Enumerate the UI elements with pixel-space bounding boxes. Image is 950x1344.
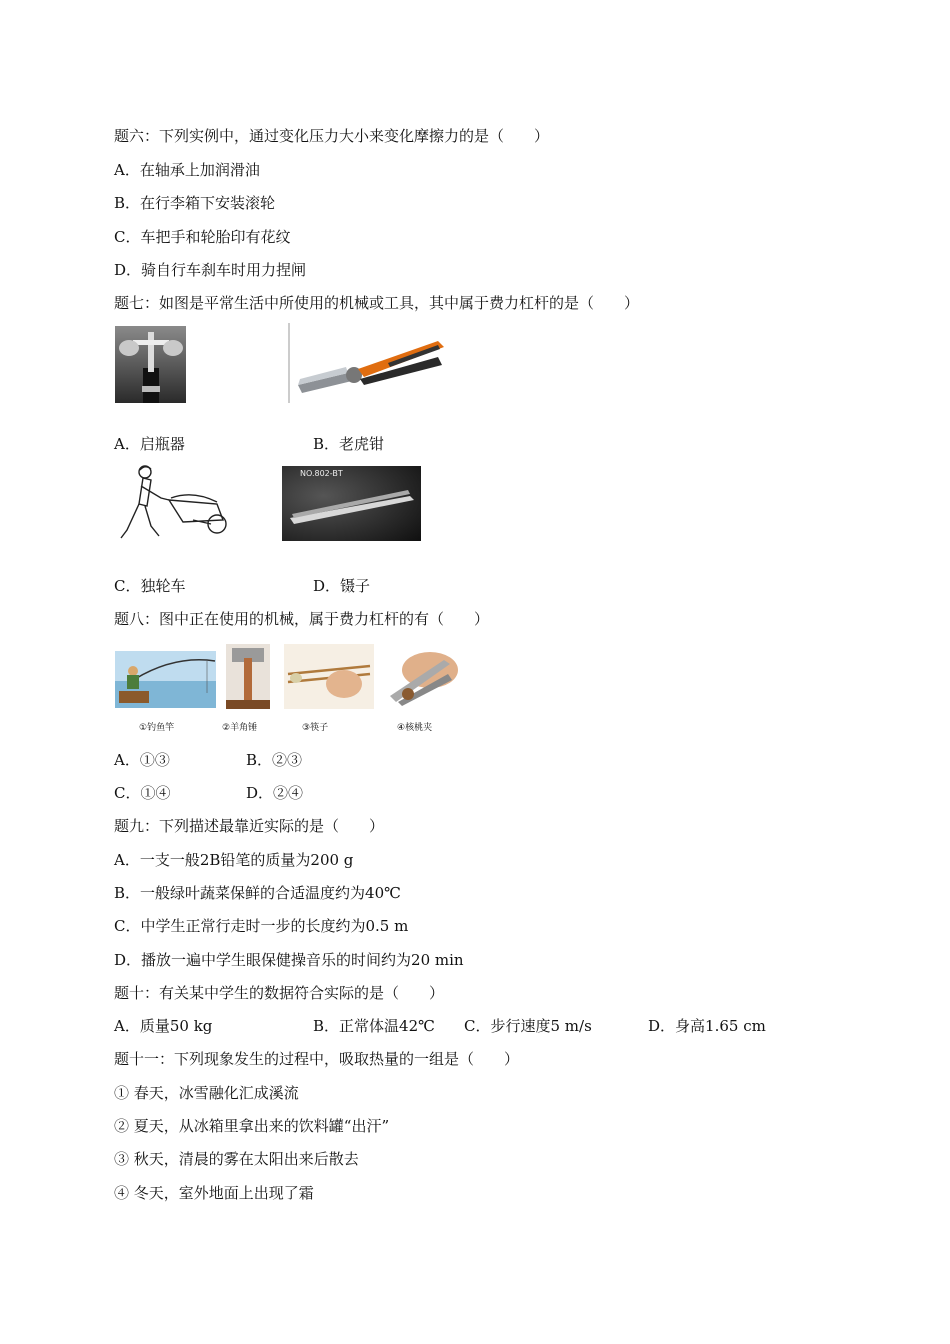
q10-stem: 题十：有关某中学生的数据符合实际的是（ ） <box>114 984 445 1002</box>
q9-option-a: A．一支一般2B铅笔的质量为200 g <box>114 851 354 869</box>
q7-option-a: A．启瓶器 <box>114 435 185 453</box>
tweezers-label: NO.802-BT <box>300 469 343 478</box>
q11-stem: 题十一：下列现象发生的过程中，吸取热量的一组是（ ） <box>114 1050 520 1068</box>
q9-option-d: D．播放一遍中学生眼保健操音乐的时间约为20 min <box>114 951 464 969</box>
wheelbarrow-image <box>113 464 237 544</box>
q10-option-b: B．正常体温42℃ <box>313 1017 435 1035</box>
q6-option-c: C．车把手和轮胎印有花纹 <box>114 228 291 246</box>
q8-option-a: A．①③ <box>114 751 170 769</box>
pliers-image <box>288 323 450 403</box>
q10-option-a: A．质量50 kg <box>114 1017 213 1035</box>
nutcracker-image <box>384 640 464 708</box>
q8-stem: 题八：图中正在使用的机械，属于费力杠杆的有（ ） <box>114 610 490 628</box>
caption-chopsticks: ③筷子 <box>302 723 329 733</box>
q6-option-b: B．在行李箱下安装滚轮 <box>114 194 276 212</box>
tweezers-image <box>282 466 421 541</box>
q6-option-a: A．在轴承上加润滑油 <box>114 161 260 179</box>
q9-option-c: C．中学生正常行走时一步的长度约为0.5 m <box>114 917 409 935</box>
fishing-rod-image <box>115 651 216 708</box>
q7-option-c: C．独轮车 <box>114 577 186 595</box>
q6-option-d: D．骑自行车刹车时用力捏闸 <box>114 261 307 279</box>
q8-option-b: B．②③ <box>246 751 303 769</box>
q7-option-b: B．老虎钳 <box>313 435 385 453</box>
q7-stem: 题七：如图是平常生活中所使用的机械或工具，其中属于费力杠杆的是（ ） <box>114 294 640 312</box>
q10-option-d: D．身高1.65 cm <box>648 1017 766 1035</box>
q11-item-3: ③ 秋天，清晨的雾在太阳出来后散去 <box>114 1150 359 1168</box>
q10-option-c: C．步行速度5 m/s <box>464 1017 592 1035</box>
caption-fishing-rod: ①钓鱼竿 <box>139 723 175 733</box>
caption-nutcracker: ④核桃夹 <box>397 723 433 733</box>
corkscrew-image <box>115 326 186 403</box>
q6-stem: 题六：下列实例中，通过变化压力大小来变化摩擦力的是（ ） <box>114 127 550 145</box>
q7-option-d: D．镊子 <box>313 577 371 595</box>
q9-stem: 题九：下列描述最靠近实际的是（ ） <box>114 817 385 835</box>
claw-hammer-image <box>226 644 270 709</box>
chopsticks-image <box>284 644 374 709</box>
caption-claw-hammer: ②羊角锤 <box>222 723 258 733</box>
q8-option-c: C．①④ <box>114 784 171 802</box>
q11-item-2: ② 夏天，从冰箱里拿出来的饮料罐“出汗” <box>114 1117 390 1135</box>
q11-item-1: ① 春天，冰雪融化汇成溪流 <box>114 1084 299 1102</box>
q9-option-b: B．一般绿叶蔬菜保鲜的合适温度约为40℃ <box>114 884 401 902</box>
q11-item-4: ④ 冬天，室外地面上出现了霜 <box>114 1184 314 1202</box>
q8-option-d: D．②④ <box>246 784 304 802</box>
